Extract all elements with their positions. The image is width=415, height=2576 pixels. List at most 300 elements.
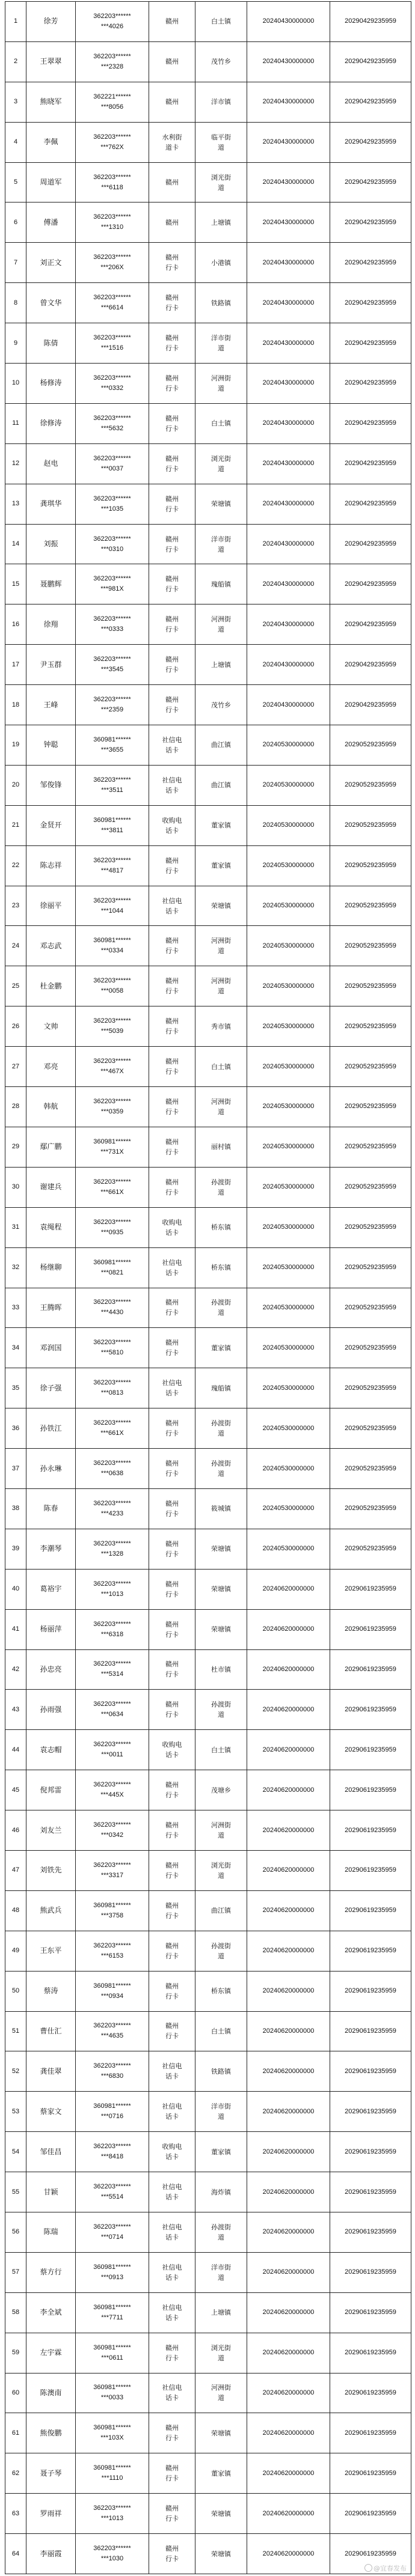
id-line2: ***0037 <box>100 464 124 472</box>
town-line2: 道 <box>218 2113 224 2121</box>
row-number <box>5 845 26 886</box>
start-time <box>247 1047 330 1087</box>
table-row <box>5 1087 411 1127</box>
start-time <box>247 725 330 766</box>
card-line2: 话卡 <box>165 2193 179 2202</box>
start-time <box>247 1247 330 1288</box>
row-number <box>5 1609 26 1649</box>
id-line1: 362203****** <box>93 1741 131 1749</box>
end-time <box>330 1047 411 1087</box>
table-row <box>5 243 411 283</box>
card-type <box>149 1730 195 1770</box>
person-name <box>26 1127 76 1167</box>
no: 53 <box>11 2107 20 2115</box>
card-type <box>149 1971 195 2011</box>
end: 20290529235959 <box>345 781 396 789</box>
end: 20290619235959 <box>345 2228 396 2236</box>
id-line1: 362221****** <box>93 93 131 100</box>
start-time <box>247 765 330 805</box>
town-line1: 茂竹乡 <box>211 58 231 66</box>
start: 20240530000000 <box>262 1464 315 1472</box>
person-name <box>26 2172 76 2212</box>
table-row <box>5 1047 411 1087</box>
person-name <box>26 1649 76 1690</box>
card-line1: 赣州 <box>165 937 179 945</box>
end-time <box>330 1408 411 1449</box>
row-number <box>5 1047 26 1087</box>
id-line2: ***0033 <box>100 2394 124 2402</box>
id-line2: ***0935 <box>100 1228 124 1236</box>
start-time <box>247 2172 330 2212</box>
person-name <box>26 2373 76 2413</box>
name: 孙永琳 <box>40 1464 62 1473</box>
row-number <box>5 1127 26 1167</box>
end-time <box>330 2494 411 2534</box>
table-row <box>5 202 411 243</box>
name: 蔡涛 <box>43 1987 58 1996</box>
town <box>195 645 247 685</box>
id-number <box>76 1408 149 1449</box>
start-time <box>247 1971 330 2011</box>
card-line2: 行卡 <box>165 666 179 674</box>
person-name <box>26 1047 76 1087</box>
end-time <box>330 685 411 725</box>
card-line1: 赣州 <box>165 696 179 704</box>
card-line1: 赣州 <box>165 1941 179 1950</box>
id-line2: ***2359 <box>100 706 124 714</box>
start: 20240620000000 <box>262 2550 315 2557</box>
start-time <box>247 1368 330 1408</box>
end: 20290619235959 <box>345 1585 396 1593</box>
town <box>195 1127 247 1167</box>
end: 20290619235959 <box>345 1625 396 1633</box>
name: 邹佳昌 <box>40 2147 62 2156</box>
town-line2: 道 <box>218 2233 224 2241</box>
row-number <box>5 122 26 162</box>
table-row <box>5 1488 411 1529</box>
card-line1: 赣州 <box>165 1861 179 1869</box>
id-line2: ***6318 <box>100 1630 124 1638</box>
person-name <box>26 1850 76 1890</box>
card-line2: 行卡 <box>165 384 179 392</box>
card-line1: 赣州 <box>165 535 179 543</box>
town-line1: 浏光街 <box>211 2343 231 2352</box>
card-line1: 赣州 <box>165 178 179 186</box>
id-line2: ***3758 <box>100 1911 124 1919</box>
table-body <box>5 2 411 2574</box>
table-row <box>5 845 411 886</box>
no: 55 <box>11 2188 20 2196</box>
card-line1: 赣州 <box>165 254 179 262</box>
town <box>195 805 247 845</box>
id-line1: 362203****** <box>93 2022 131 2030</box>
id-line1: 362203****** <box>93 173 131 181</box>
table-row <box>5 2092 411 2132</box>
id-line2: ***3655 <box>100 746 124 754</box>
end-time <box>330 1328 411 1368</box>
town-line1: 河洲街 <box>211 1097 231 1106</box>
id-line2: ***0813 <box>100 1389 124 1397</box>
id-number <box>76 1047 149 1087</box>
end: 20290529235959 <box>345 1344 396 1351</box>
end: 20290429235959 <box>345 701 396 708</box>
end: 20290429235959 <box>345 460 396 467</box>
row-number <box>5 2534 26 2574</box>
start: 20240620000000 <box>262 2228 315 2236</box>
end-time <box>330 2333 411 2373</box>
id-line2: ***0310 <box>100 545 124 553</box>
end-time <box>330 484 411 524</box>
id-line2: ***1013 <box>100 2515 124 2523</box>
card-line1: 赣州 <box>165 856 179 865</box>
id-line1: 360981****** <box>93 1982 131 1990</box>
person-name <box>26 443 76 484</box>
end: 20290619235959 <box>345 2509 396 2517</box>
card-line1: 社信电 <box>162 2384 182 2392</box>
card-line2: 话卡 <box>165 907 179 915</box>
start: 20240530000000 <box>262 942 315 949</box>
end-time <box>330 1609 411 1649</box>
card-line1: 赣州 <box>165 218 179 227</box>
person-name <box>26 323 76 364</box>
card-line2: 行卡 <box>165 1911 179 1920</box>
card-line1: 赣州 <box>165 656 179 664</box>
id-line2: ***0821 <box>100 1268 124 1276</box>
no: 25 <box>11 982 20 990</box>
start: 20240530000000 <box>262 982 315 990</box>
start: 20240530000000 <box>262 781 315 789</box>
table-row <box>5 2373 411 2413</box>
end-time <box>330 966 411 1006</box>
card-line2: 行卡 <box>165 264 179 272</box>
card-line1: 赣州 <box>165 1620 179 1628</box>
id-number <box>76 2 149 42</box>
name: 甘颖 <box>43 2187 58 2196</box>
table-row <box>5 1449 411 1489</box>
card-line2: 话卡 <box>165 826 179 835</box>
id-number <box>76 966 149 1006</box>
start-time <box>247 484 330 524</box>
table-row <box>5 2172 411 2212</box>
start-time <box>247 1890 330 1931</box>
end: 20290529235959 <box>345 821 396 829</box>
town-line2: 道 <box>218 1309 224 1317</box>
id-line1: 362203****** <box>93 1821 131 1829</box>
id-line1: 362203****** <box>93 776 131 784</box>
id-line1: 362203****** <box>93 2223 131 2230</box>
id-line1: 362203****** <box>93 1539 131 1547</box>
start: 20240620000000 <box>262 1826 315 1834</box>
person-name <box>26 1569 76 1609</box>
id-line1: 360981****** <box>93 1901 131 1909</box>
person-name <box>26 2494 76 2534</box>
card-type <box>149 2011 195 2051</box>
no: 48 <box>11 1907 20 1914</box>
table-row <box>5 1167 411 1207</box>
id-line2: ***6153 <box>100 1952 124 1959</box>
no: 37 <box>11 1464 20 1472</box>
id-number <box>76 926 149 966</box>
id-line1: 362203****** <box>93 1058 131 1065</box>
no: 47 <box>11 1866 20 1874</box>
no: 38 <box>11 1505 20 1512</box>
town-line1: 丽村镇 <box>211 1143 231 1151</box>
table-row <box>5 1649 411 1690</box>
id-number <box>76 202 149 243</box>
name: 葛裕宇 <box>40 1585 62 1594</box>
name: 左宇霖 <box>40 2348 62 2357</box>
id-number <box>76 1931 149 1971</box>
card-line2: 行卡 <box>165 1670 179 1679</box>
id-number <box>76 725 149 766</box>
person-name <box>26 886 76 926</box>
no: 27 <box>11 1062 20 1070</box>
id-number <box>76 1649 149 1690</box>
row-number <box>5 1368 26 1408</box>
town <box>195 564 247 604</box>
town-line1: 孙渡街 <box>211 1701 231 1709</box>
town-line1: 洋市街 <box>211 334 231 343</box>
no: 63 <box>11 2509 20 2517</box>
id-line2: ***1516 <box>100 344 124 352</box>
town-line1: 荣塘镇 <box>211 2550 231 2558</box>
id-line2: ***5810 <box>100 1349 124 1357</box>
table-row <box>5 2333 411 2373</box>
start-time <box>247 1167 330 1207</box>
name: 孙雨强 <box>40 1705 62 1714</box>
id-line1: 360981****** <box>93 2424 131 2432</box>
id-line1: 362203****** <box>93 1299 131 1306</box>
id-line1: 362203****** <box>93 856 131 864</box>
start: 20240620000000 <box>262 2469 315 2477</box>
person-name <box>26 604 76 645</box>
no: 23 <box>11 902 20 910</box>
start: 20240620000000 <box>262 1665 315 1673</box>
id-line2: ***6118 <box>101 183 123 191</box>
end-time <box>330 82 411 122</box>
start: 20240620000000 <box>262 2349 315 2357</box>
row-number <box>5 2 26 42</box>
name: 金贤开 <box>40 821 62 830</box>
row-number <box>5 645 26 685</box>
end-time <box>330 2092 411 2132</box>
row-number <box>5 1288 26 1328</box>
no: 56 <box>11 2228 20 2236</box>
start: 20240620000000 <box>262 2429 315 2437</box>
no: 26 <box>11 1022 20 1030</box>
town <box>195 1971 247 2011</box>
row-number <box>5 604 26 645</box>
end: 20290429235959 <box>345 258 396 266</box>
start: 20240430000000 <box>262 58 315 65</box>
town-line1: 杜市镇 <box>211 1665 231 1673</box>
table-row <box>5 1770 411 1810</box>
end-time <box>330 283 411 323</box>
start-time <box>247 2051 330 2092</box>
town-line1: 白土镇 <box>211 17 231 26</box>
end-time <box>330 1569 411 1609</box>
card-type <box>149 1690 195 1730</box>
start-time <box>247 1810 330 1851</box>
person-name <box>26 162 76 202</box>
name: 刘铁先 <box>40 1866 62 1875</box>
card-line1: 水利街 <box>162 133 182 141</box>
end: 20290529235959 <box>345 902 396 910</box>
person-name <box>26 1529 76 1569</box>
town-line1: 白土镇 <box>211 419 231 428</box>
id-number <box>76 2212 149 2252</box>
end: 20290529235959 <box>345 1223 396 1231</box>
start: 20240620000000 <box>262 2268 315 2276</box>
id-line2: ***5632 <box>100 424 124 432</box>
no: 44 <box>11 1746 20 1753</box>
card-line1: 赣州 <box>165 1178 179 1186</box>
start-time <box>247 2292 330 2333</box>
id-line1: 360981****** <box>93 2103 131 2110</box>
end-time <box>330 1087 411 1127</box>
end: 20290429235959 <box>345 620 396 628</box>
start-time <box>247 2373 330 2413</box>
start: 20240620000000 <box>262 1705 315 1713</box>
end: 20290529235959 <box>345 1103 396 1110</box>
row-number <box>5 2453 26 2494</box>
card-type <box>149 2092 195 2132</box>
card-line2: 行卡 <box>165 706 179 714</box>
no: 33 <box>11 1303 20 1311</box>
start-time <box>247 1770 330 1810</box>
end-time <box>330 2252 411 2292</box>
row-number <box>5 2011 26 2051</box>
id-number <box>76 1207 149 1247</box>
table-row <box>5 1368 411 1408</box>
id-line2: ***731X <box>100 1148 124 1156</box>
row-number <box>5 2092 26 2132</box>
name: 陈春 <box>43 1504 58 1513</box>
card-type <box>149 1207 195 1247</box>
start-time <box>247 1328 330 1368</box>
town-line1: 董家镇 <box>211 2148 231 2156</box>
id-line2: ***0716 <box>100 2113 124 2121</box>
person-name <box>26 926 76 966</box>
card-type <box>149 2252 195 2292</box>
end: 20290529235959 <box>345 741 396 749</box>
no: 49 <box>11 1947 20 1955</box>
card-type <box>149 1649 195 1690</box>
id-line2: ***1310 <box>100 224 124 231</box>
end-time <box>330 1529 411 1569</box>
start: 20240530000000 <box>262 1062 315 1070</box>
start-time <box>247 283 330 323</box>
end-time <box>330 1649 411 1690</box>
card-type <box>149 1488 195 1529</box>
end: 20290429235959 <box>345 17 396 25</box>
town <box>195 1649 247 1690</box>
end-time <box>330 1730 411 1770</box>
card-line2: 行卡 <box>165 1871 179 1880</box>
no: 6 <box>13 218 18 226</box>
person-name <box>26 1810 76 1851</box>
card-line1: 赣州 <box>165 1580 179 1588</box>
table-row <box>5 2132 411 2172</box>
card-type <box>149 1006 195 1047</box>
person-name <box>26 1167 76 1207</box>
end: 20290619235959 <box>345 2067 396 2075</box>
start: 20240430000000 <box>262 379 315 387</box>
start-time <box>247 2212 330 2252</box>
name: 刘正文 <box>40 258 62 267</box>
town <box>195 364 247 404</box>
town <box>195 2333 247 2373</box>
end: 20290429235959 <box>345 58 396 65</box>
name: 徐修涛 <box>40 419 62 428</box>
town <box>195 1408 247 1449</box>
table-row <box>5 1569 411 1609</box>
table-row <box>5 1288 411 1328</box>
town-line1: 上塘镇 <box>211 2309 231 2317</box>
name: 王翠翠 <box>40 57 62 66</box>
name: 熊晓军 <box>40 97 62 106</box>
table-row <box>5 2212 411 2252</box>
card-line2: 行卡 <box>165 2434 179 2443</box>
name: 徐翔 <box>43 620 58 629</box>
name: 邓亮 <box>43 1062 58 1071</box>
id-number <box>76 443 149 484</box>
person-name <box>26 2212 76 2252</box>
person-name <box>26 403 76 443</box>
id-line2: ***3811 <box>101 826 123 834</box>
start-time <box>247 162 330 202</box>
table-row <box>5 645 411 685</box>
name: 袁绳程 <box>40 1223 62 1232</box>
name: 倪邦雷 <box>40 1785 62 1794</box>
no: 64 <box>11 2550 20 2557</box>
town-line1: 上塘镇 <box>211 218 231 227</box>
person-name <box>26 966 76 1006</box>
end-time <box>330 323 411 364</box>
row-number <box>5 805 26 845</box>
town <box>195 966 247 1006</box>
id-line1: 360981****** <box>93 937 131 945</box>
card-line1: 赣州 <box>165 1058 179 1066</box>
end: 20290429235959 <box>345 379 396 387</box>
town <box>195 82 247 122</box>
row-number <box>5 1488 26 1529</box>
end: 20290619235959 <box>345 2349 396 2357</box>
end: 20290429235959 <box>345 218 396 226</box>
end: 20290529235959 <box>345 1062 396 1070</box>
town-line1: 桥东镇 <box>211 1987 231 1996</box>
town <box>195 886 247 926</box>
id-line2: ***206X <box>100 264 124 272</box>
card-type <box>149 765 195 805</box>
card-type <box>149 725 195 766</box>
card-type <box>149 564 195 604</box>
town-line2: 道 <box>218 1711 224 1719</box>
no: 20 <box>11 781 20 789</box>
table-row <box>5 886 411 926</box>
row-number <box>5 564 26 604</box>
table-row <box>5 1890 411 1931</box>
no: 2 <box>13 58 18 65</box>
end: 20290529235959 <box>345 942 396 949</box>
end-time <box>330 41 411 82</box>
card-type <box>149 685 195 725</box>
card-line2: 行卡 <box>165 585 179 594</box>
card-line2: 话卡 <box>165 2113 179 2121</box>
name: 李佩 <box>43 138 58 147</box>
town-line1: 浏光街 <box>211 173 231 181</box>
id-line2: ***0611 <box>101 2354 123 2361</box>
